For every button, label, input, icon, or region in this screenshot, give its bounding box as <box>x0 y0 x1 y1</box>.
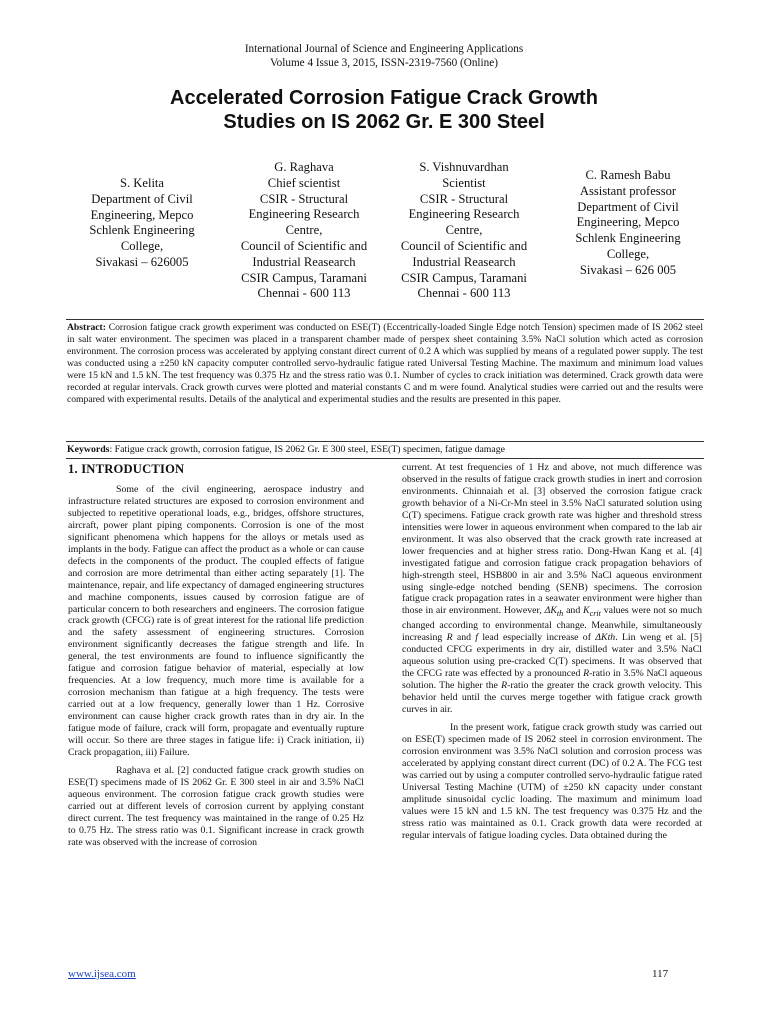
symbol-text: K <box>583 605 590 617</box>
symbol-text: ΔK <box>544 605 557 617</box>
delta-k-th <box>544 605 564 619</box>
author-affiliation-line: College, <box>120 239 164 254</box>
author-affiliation-line: Scientist <box>442 175 486 190</box>
keywords <box>67 444 703 456</box>
variable-r: R <box>583 668 590 680</box>
author-affiliation-line: Engineering, Mepco <box>576 215 680 230</box>
keywords-label: Keywords <box>67 444 110 455</box>
author-affiliation-line: Chennai - 600 113 <box>417 286 511 301</box>
author-affiliation-line: Centre, <box>285 223 323 238</box>
paragraph-text: current. At test frequencies of 1 Hz and above, not much difference was observed in the results of fatigue crack growth studies in inert and corrosion environments. Chinnaiah et al. [3] observed the corrosion fatigue crack growth behavior of a Ni-Cr-Mn steel in 3.5% NaCl saturated solution using C(T) specimens. Fatigue crack growth rate was higher and threshold stress intensities were lower in aqueous environment when compared to the lab air environment. It was also observed that the crack growth rate increased at lower frequencies and at higher stress ratio. Dong-Hwan Kang et al. [4] investigated fatigue and corrosion fatigue crack propagation behaviors of high-strength steel, HSB800 in air and 3.5% NaCl aqueous environment using single-edge notched bending (SENB) specimens. The corrosion fatigue crack propagation rates in a seawater environment were higher than those in air environment. However, <box>402 462 702 617</box>
paper-title <box>60 86 708 134</box>
paragraph-text: -ratio the greater the crack growth velocity. This behavior held until the curves merge together with fatigue crack growth curves in air. <box>402 680 702 716</box>
intro-paragraph-3 <box>402 462 702 716</box>
author-name: C. Ramesh Babu <box>585 168 671 182</box>
author-affiliation-line: Department of Civil <box>577 199 679 214</box>
paragraph-text: and <box>563 605 584 617</box>
intro-paragraph-4: In the present work, fatigue crack growth study was carried out on ESE(T) specimen made of IS 2062 steel in corrosion environment. The corrosion environment was 3.5% NaCl solution and corrosion process was accelerated by applying constant direct current (DC) of 0.2 A. The FCG test was carried out by using a computer controlled servo-hydraulic fatigue rated Universal Testing Machine (UTM) of ±250 kN capacity under constant amplitude sinusoidal cyclic loading. The maximum and minimum load values were 15 kN and 1.5 kN. The test frequency was 0.375 Hz and the stress ratio was maintained as 0.1. Crack growth data were recorded at regular intervals of fatigue loading cycles. Data obtained during the <box>402 721 702 841</box>
symbol-subscript: crit <box>589 609 601 619</box>
author-affiliation-line: Sivakasi – 626005 <box>95 254 189 269</box>
title-line-2: Studies on IS 2062 Gr. E 300 Steel <box>223 111 545 133</box>
author-affiliation-line: Sivakasi – 626 005 <box>579 262 677 277</box>
abstract-top-rule <box>66 319 704 320</box>
author-affiliation-line: Assistant professor <box>579 183 677 198</box>
author-affiliation-line: Council of Scientific and <box>240 238 368 253</box>
author-name: G. Raghava <box>274 160 334 174</box>
intro-paragraph-2: Raghava et al. [2] conducted fatigue crack growth studies on ESE(T) specimens made of IS 2062 Gr. E 300 steel in air and 3.5% NaCl aqueous environment. The corrosion fatigue crack growth studies were carried out at different levels of corrosion current by applying constant direct current. The test frequency was maintained in the range of 0.25 Hz to 0.75 Hz. The stress ratio was 0.1. Significant increase in crack growth rate was observed with the increase of corrosion <box>68 764 364 848</box>
variable-f: f <box>475 632 479 644</box>
author-affiliation-line: Engineering Research <box>408 207 520 222</box>
abstract-text: Corrosion fatigue crack growth experiment was conducted on ESE(T) (Eccentrically-loaded Single Edge notch Tension) specimen made of IS 2062 steel in salt water environment. The specimen was placed in a transparent chamber made of perspex sheet containing 3.5% NaCl solution which acted as corrosion environment. The corrosion process was accelerated by applying constant direct current of 0.2 A which was supplied by means of a regulated power supply. The test was conducted using a ±250 kN capacity computer controlled servo-hydraulic fatigue rated Universal Testing Machine. The maximum and minimum load values were 15 kN and 1.5 kN. The test frequency was 0.375 Hz and the stress ratio was 0.1. Number of cycles to crack initiation was determined. Crack growth data were recorded at regular intervals. Crack growth curves were plotted and material constants C and m were found. Analytical studies were carried out and the results were compared with experimental results. Details of the analytical and experimental studies and the results are presented in this paper. <box>67 322 703 405</box>
author-affiliation-line: CSIR Campus, Taramani <box>401 270 527 285</box>
title-line-1: Accelerated Corrosion Fatigue Crack Growth <box>170 87 598 109</box>
author-name: S. Vishnuvardhan <box>419 160 509 174</box>
author-affiliation-line: Chief scientist <box>267 175 341 190</box>
author-affiliation-line: Council of Scientific and <box>400 238 528 253</box>
author-affiliation-line: CSIR - Structural <box>259 191 349 206</box>
journal-website-link[interactable]: www.ijsea.com <box>68 968 136 980</box>
abstract-label: Abstract: <box>67 322 106 333</box>
left-column <box>68 462 364 855</box>
paragraph-text: -ratio in 3.5% NaCl aqueous solution. The higher the <box>402 668 703 692</box>
paragraph-text: values were not so much changed according to environmental change. Meanwhile, simultaneously increasing <box>402 605 703 644</box>
keywords-top-rule <box>66 441 704 442</box>
author-block-2 <box>228 160 380 302</box>
author-affiliation-line: Engineering Research <box>248 207 360 222</box>
symbol-subscript: th <box>556 609 564 619</box>
section-heading: 1. INTRODUCTION <box>68 462 185 476</box>
keywords-text: : Fatigue crack growth, corrosion fatigue, IS 2062 Gr. E 300 steel, ESE(T) specimen, fatigue damage <box>109 444 506 455</box>
k-crit <box>583 605 601 619</box>
author-affiliation-line: CSIR - Structural <box>419 191 509 206</box>
author-affiliation-line: Chennai - 600 113 <box>257 286 351 301</box>
variable-r: R <box>501 680 508 692</box>
author-affiliation-line: Engineering, Mepco <box>90 207 194 222</box>
abstract <box>67 322 703 406</box>
intro-paragraph-1: Some of the civil engineering, aerospace industry and infrastructure related structures are exposed to corrosion environment and subjected to repetitive operational loads, e.g., bridges, offshore structures, aircraft, power plant piping components. Corrosion is one of the most significant phenomena which happens for the alloys or metals used as implants in the body. Fatigue can affect the product as a whole or can cause defects in the components of the product. The coupled effects of fatigue and corrosion are more detrimental than either acting separately [1]. The maintenance, repair, and life expectancy of damaged engineering structures and machine components, issues caused by corrosion fatigue are of particular concern to both researchers and engineers. The corrosion fatigue crack growth (CFCG) rate is of great interest for the rational life prediction and the safety assessment of engineering structures. Corrosion environment significantly decreases the fatigue strength and life. In general, the test environments are found to influence significantly the fatigue and corrosion fatigue behavior of material, especially at low frequencies. At a low frequency, much more time is available for a corrosion mechanism than fatigue at a high frequency. The tests were carried out at a low frequency, generally lower than 1 Hz. Corrosive environment can cause higher crack growth rates than in dry air. In the fatigue mode of failure, crack will form, propagate and eventually rupture will occur. So there are three stages in fatigue life: i) Crack initiation, ii) Crack propagation, iii) Failure. <box>68 484 364 758</box>
author-affiliation-line: Centre, <box>445 223 483 238</box>
journal-header <box>0 42 768 70</box>
journal-name: International Journal of Science and Engineering Applications <box>244 43 524 55</box>
journal-volume: Volume 4 Issue 3, 2015, ISSN-2319-7560 (Online) <box>270 57 498 69</box>
paragraph-text: and <box>452 632 476 644</box>
delta-kth: ΔKth <box>595 632 616 644</box>
page-number: 117 <box>652 968 669 980</box>
right-column <box>402 462 702 848</box>
author-block-3 <box>388 160 540 302</box>
variable-r: R <box>446 632 453 644</box>
keywords-bottom-rule <box>66 458 704 459</box>
author-affiliation-line: Department of Civil <box>91 191 193 206</box>
author-affiliation-line: Industrial Reasearch <box>252 254 356 269</box>
author-affiliation-line: Schlenk Engineering <box>89 223 195 238</box>
author-affiliation-line: CSIR Campus, Taramani <box>241 270 367 285</box>
author-affiliation-line: Industrial Reasearch <box>412 254 516 269</box>
paragraph-text: lead especially increase of <box>478 632 596 644</box>
paragraph-text: . Lin weng et al. [5] conducted CFCG experiments in dry air, distilled water and 3.5% NaCl aqueous solution using pre-cracked C(T) specimens. It was observed that the CFCG rate was effected by a pronounced <box>402 632 702 680</box>
author-affiliation-line: College, <box>606 246 650 261</box>
author-block-1 <box>68 176 216 271</box>
author-block-4 <box>554 168 702 279</box>
author-name: S. Kelita <box>119 176 165 190</box>
author-affiliation-line: Schlenk Engineering <box>575 231 681 246</box>
